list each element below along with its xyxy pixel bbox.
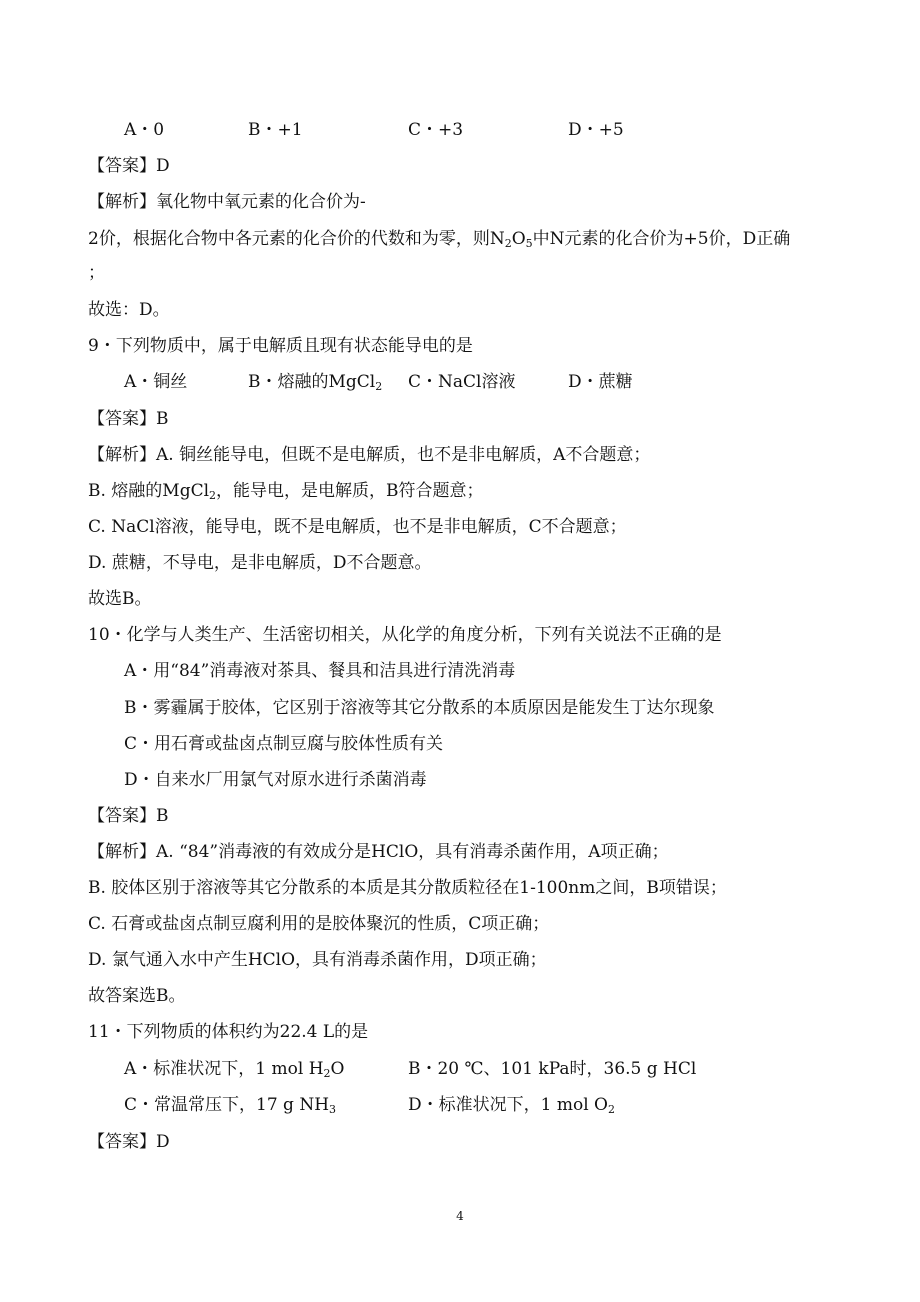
subscript: 5 — [525, 237, 533, 250]
subscript: 2 — [323, 1067, 331, 1080]
q8-answer: 【答案】D — [88, 156, 170, 176]
subscript: 2 — [209, 489, 217, 502]
q8-option-b: B・+1 — [248, 120, 303, 140]
q8-option-c: C・+3 — [408, 120, 464, 140]
q11-option-c — [124, 1094, 336, 1116]
q8-analysis-text: O — [511, 229, 526, 249]
q10-option-c: C・用石膏或盐卤点制豆腐与胶体性质有关 — [124, 734, 444, 754]
q8-analysis-line2 — [88, 228, 790, 250]
q10-option-d: D・自来水厂用氯气对原水进行杀菌消毒 — [124, 770, 427, 790]
q11-option-a — [124, 1058, 344, 1080]
q10-analysis-c: C. 石膏或盐卤点制豆腐利用的是胶体聚沉的性质，C项正确； — [88, 914, 550, 934]
q10-analysis-d: D. 氯气通入水中产生HClO，具有消毒杀菌作用，D项正确； — [88, 950, 547, 970]
q11-option-d — [408, 1094, 615, 1116]
q9-answer: 【答案】B — [88, 409, 169, 429]
page-number: 4 — [456, 1209, 464, 1223]
subscript: 2 — [504, 237, 512, 250]
q9-option-d: D・蔗糖 — [568, 372, 633, 392]
option-text: O — [330, 1059, 345, 1079]
option-text: B・熔融的MgCl — [248, 372, 376, 392]
q8-analysis-text: 中N元素的化合价为+5价，D正确 — [532, 229, 791, 249]
q10-option-b: B・雾霾属于胶体，它区别于溶液等其它分散系的本质原因是能发生丁达尔现象 — [124, 698, 715, 718]
analysis-text: ，能导电，是电解质，B符合题意； — [216, 481, 484, 501]
option-text: A・标准状况下，1 mol H — [124, 1059, 324, 1079]
q9-analysis-c: C. NaCl溶液，能导电，既不是电解质，也不是非电解质，C不合题意； — [88, 517, 627, 537]
option-text: C・常温常压下，17 g NH — [124, 1095, 330, 1115]
subscript: 2 — [607, 1103, 615, 1116]
q8-analysis-line1: 【解析】氧化物中氧元素的化合价为- — [88, 192, 366, 212]
q10-analysis-a: 【解析】A. “84”消毒液的有效成分是HClO，具有消毒杀菌作用，A项正确； — [88, 842, 669, 862]
option-text: D・标准状况下，1 mol O — [408, 1095, 608, 1115]
q8-analysis-text: 2价，根据化合物中各元素的化合价的代数和为零，则N — [88, 229, 505, 249]
q9-option-c: C・NaCl溶液 — [408, 372, 516, 392]
q10-analysis-b: B. 胶体区别于溶液等其它分散系的本质是其分散质粒径在1-100nm之间，B项错误； — [88, 878, 727, 898]
subscript: 3 — [329, 1103, 337, 1116]
q9-analysis-b — [88, 480, 484, 502]
subscript: 2 — [375, 380, 383, 393]
q9-conclusion: 故选B。 — [88, 589, 152, 609]
q10-answer: 【答案】B — [88, 806, 169, 826]
q10-option-a: A・用“84”消毒液对茶具、餐具和洁具进行清洗消毒 — [124, 661, 516, 681]
q11-answer: 【答案】D — [88, 1132, 170, 1152]
q10-conclusion: 故答案选B。 — [88, 986, 186, 1006]
q8-analysis-line3: ； — [88, 263, 105, 283]
analysis-text: B. 熔融的MgCl — [88, 481, 210, 501]
q11-option-b: B・20 ℃、101 kPa时，36.5 g HCl — [408, 1059, 697, 1079]
q8-option-d: D・+5 — [568, 120, 624, 140]
q9-analysis-d: D. 蔗糖，不导电，是非电解质，D不合题意。 — [88, 553, 432, 573]
q9-stem: 9・下列物质中，属于电解质且现有状态能导电的是 — [88, 336, 473, 356]
q8-option-a: A・0 — [124, 120, 165, 140]
q9-option-b — [248, 371, 382, 393]
q11-stem: 11・下列物质的体积约为22.4 L的是 — [88, 1022, 369, 1042]
q9-analysis-a: 【解析】A. 铜丝能导电，但既不是电解质，也不是非电解质，A不合题意； — [88, 445, 651, 465]
q9-option-a: A・铜丝 — [124, 372, 188, 392]
q8-conclusion: 故选：D。 — [88, 300, 170, 320]
q10-stem: 10・化学与人类生产、生活密切相关，从化学的角度分析，下列有关说法不正确的是 — [88, 625, 722, 645]
